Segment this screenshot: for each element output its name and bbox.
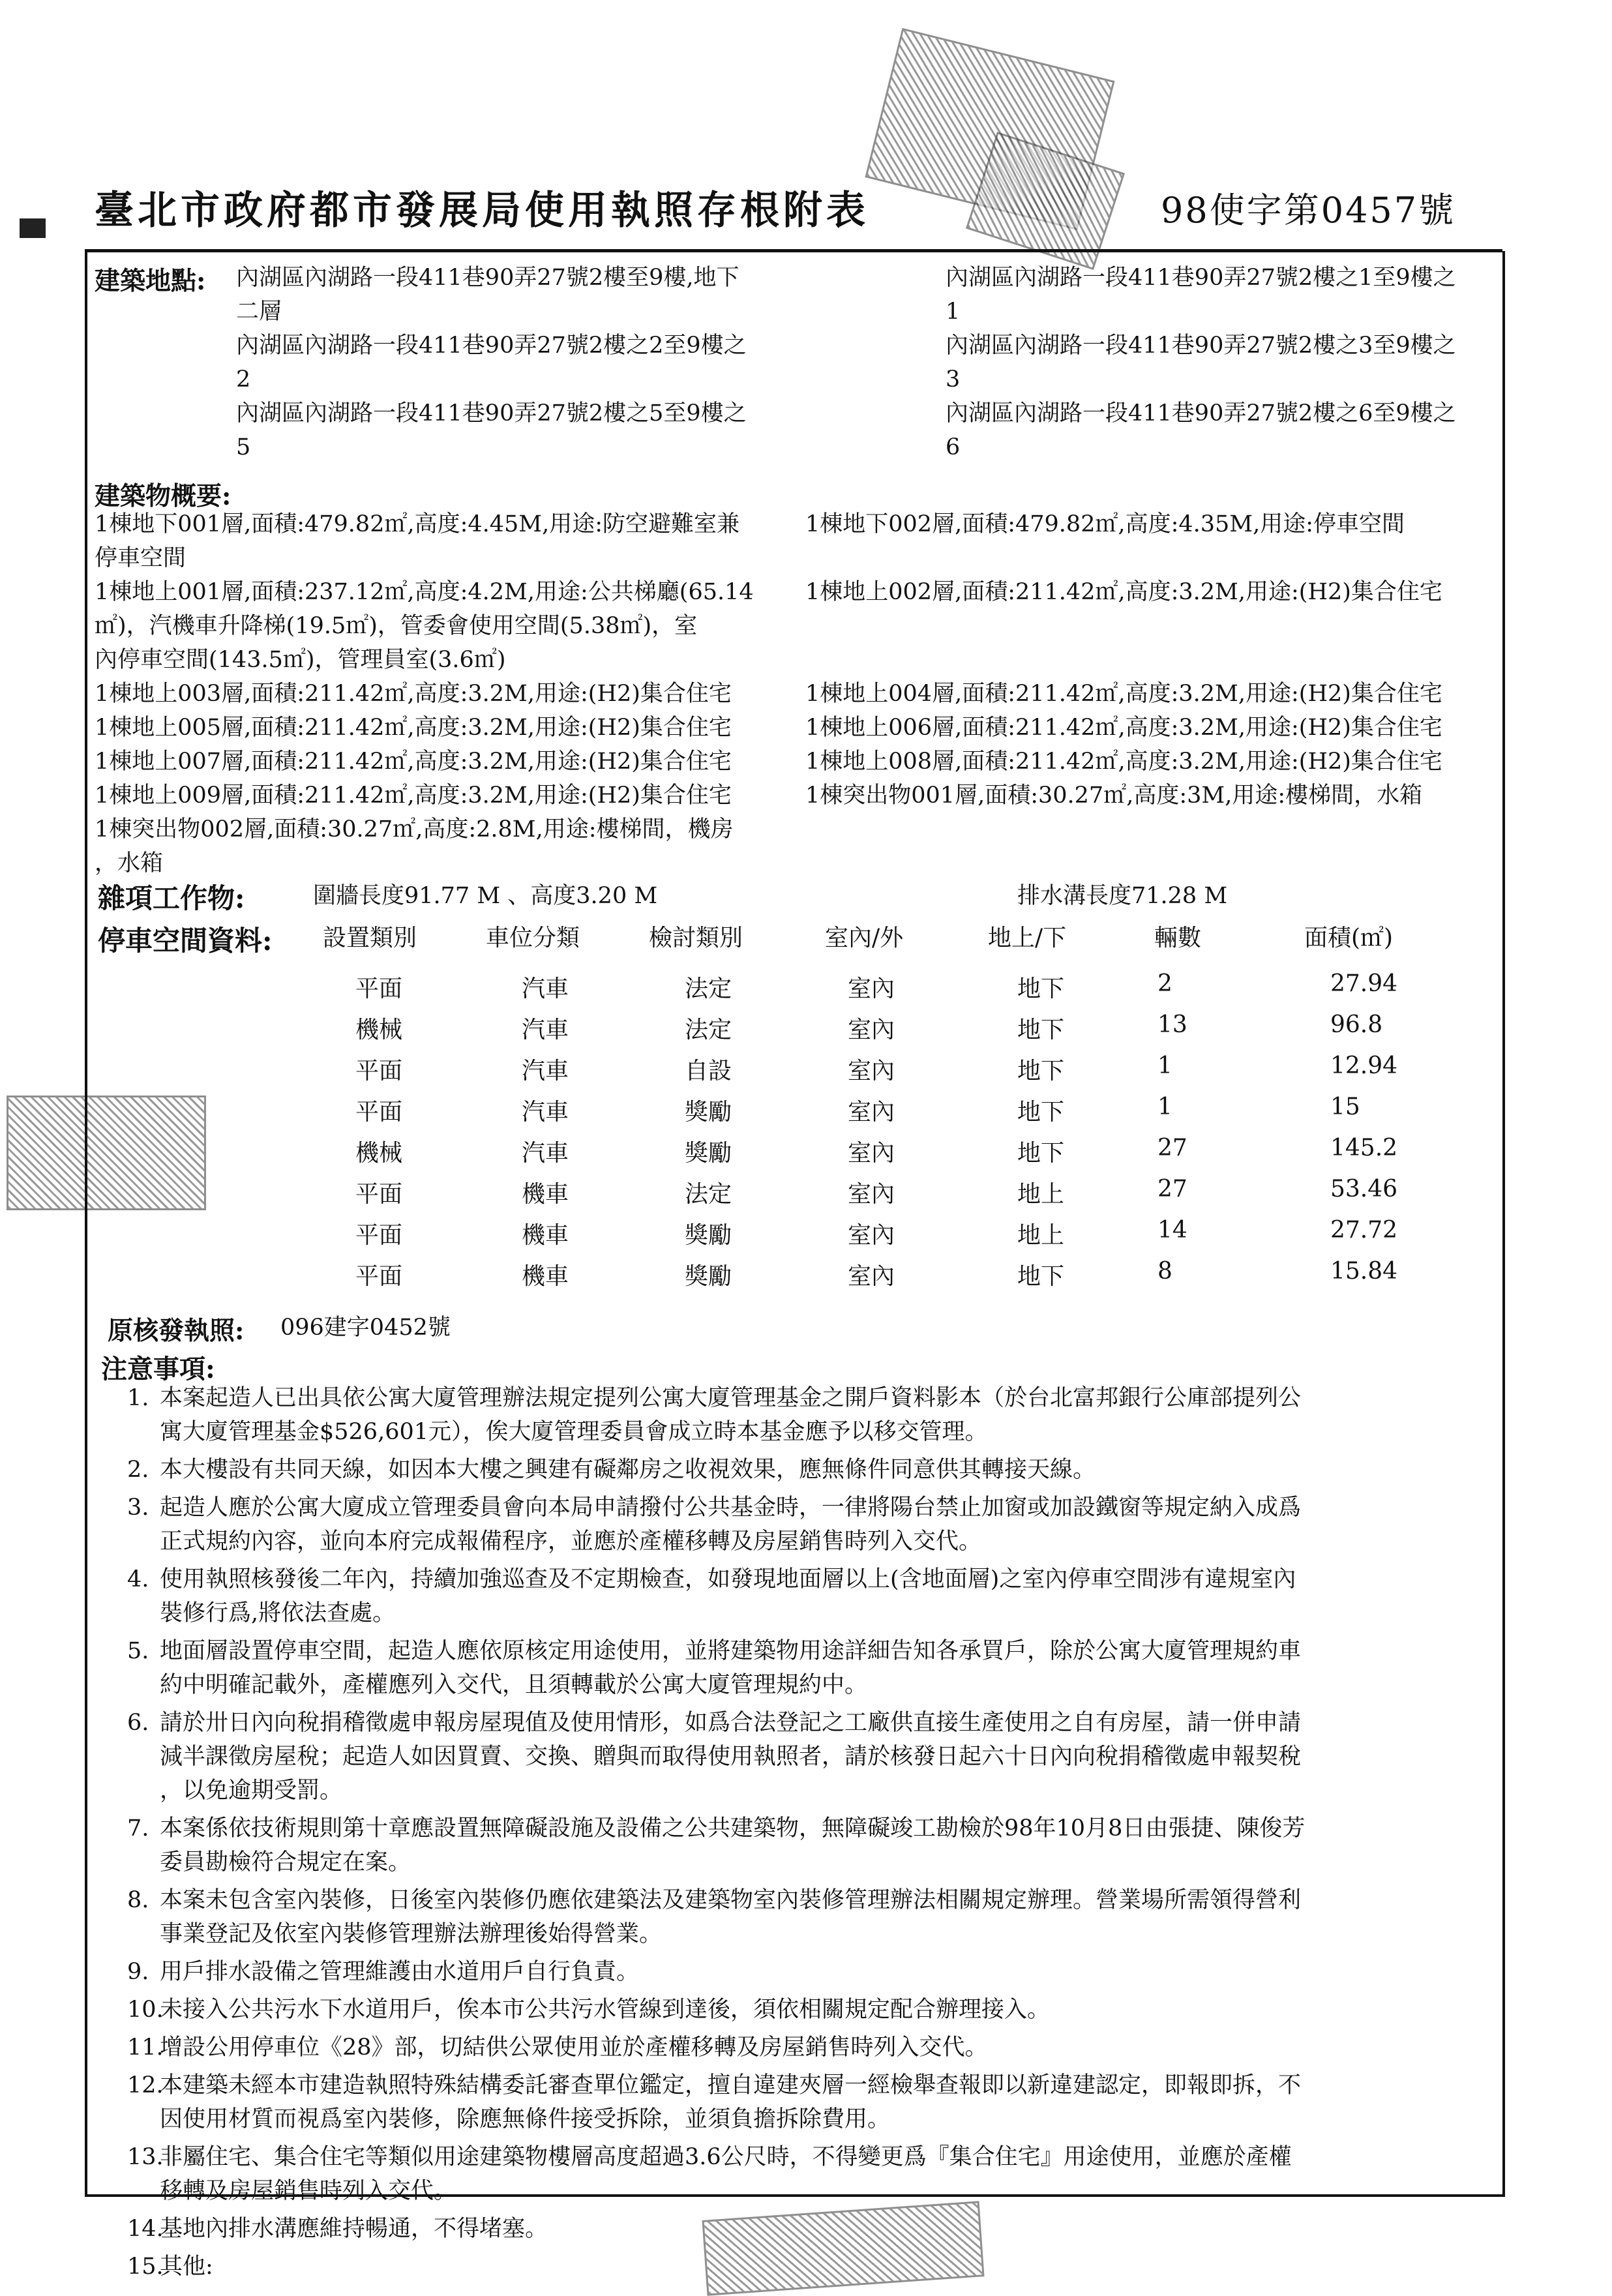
- parking-cell: 汽車: [522, 1140, 569, 1167]
- parking-header-cell: 車位分類: [486, 925, 580, 951]
- note-item: [127, 2212, 1497, 2246]
- note-line: 請於卅日內向稅捐稽徵處申報房屋現值及使用情形，如爲合法登記之工廠供直接生產使用之自有房屋，請一併申請: [160, 1710, 1302, 1736]
- site-line: 內湖區內湖路一段411巷90弄27號2樓至9樓,地下: [236, 265, 739, 291]
- note-line: 本案係依技術規則第十章應設置無障礙設施及設備之公共建築物，無障礙竣工勘檢於98年10月8日由張捷、陳俊芳: [160, 1815, 1306, 1841]
- misc-label: 雜項工作物:: [98, 882, 245, 914]
- overview-row: 1棟地上005層,面積:211.42㎡,高度:3.2M,用途:(H2)集合住宅 1棟地上006層,面積:211.42㎡,高度:3.2M,用途:(H2)集合住宅: [95, 715, 1442, 741]
- note-item: [127, 1993, 1497, 2027]
- site-right-addresses: [946, 261, 1493, 464]
- note-text: [160, 2250, 1490, 2284]
- misc-wall: 圍牆長度91.77 M 、高度3.20 M: [313, 883, 658, 909]
- parking-cell: 平面: [355, 1099, 403, 1126]
- note-text: [160, 2031, 1490, 2065]
- parking-cell: 地下: [1017, 1263, 1065, 1290]
- document-title: 臺北市政府都市發展局使用執照存根附表: [95, 188, 869, 233]
- parking-cell: 平面: [355, 1181, 403, 1208]
- parking-cell: 1: [1157, 1094, 1172, 1120]
- note-text: [160, 1491, 1490, 1558]
- parking-cell: 53.46: [1330, 1176, 1398, 1202]
- original-permit-label: 原核發執照:: [108, 1316, 245, 1346]
- overview-label: 建築物概要:: [95, 481, 231, 511]
- note-item: [127, 2140, 1497, 2208]
- note-item: [127, 1562, 1497, 1630]
- site-line: 2: [236, 366, 251, 393]
- overview-row: 1棟地上009層,面積:211.42㎡,高度:3.2M,用途:(H2)集合住宅 1棟突出物001層,面積:30.27㎡,高度:3M,用途:樓梯間，水箱: [95, 783, 1423, 809]
- note-text: [160, 1562, 1490, 1630]
- parking-header-cell: 室內/外: [825, 925, 904, 951]
- parking-cell: 27: [1157, 1176, 1187, 1202]
- note-item: [127, 2250, 1497, 2284]
- note-text: [160, 2212, 1490, 2246]
- note-number: 2.: [127, 1457, 149, 1483]
- parking-cell: 獎勵: [685, 1263, 732, 1290]
- site-label: 建築地點:: [95, 266, 206, 296]
- parking-cell: 15: [1330, 1094, 1360, 1120]
- note-line: 本案起造人已出具依公寓大廈管理辦法規定提列公寓大廈管理基金之開戶資料影本（於台北富邦銀行公庫部提列公: [160, 1385, 1302, 1411]
- note-line: 增設公用停車位《28》部，切結供公眾使用並於產權移轉及房屋銷售時列入交代。: [160, 2035, 988, 2061]
- overview-row: 1棟地上001層,面積:237.12㎡,高度:4.2M,用途:公共梯廳(65.14 ㎡)，汽機車升降梯(19.5㎡)，管委會使用空間(5.38㎡)，室 內停車空間(143.5㎡)，管理員室(3.6㎡) 1棟地上002層,面積:211.42㎡,高度:3.2M,用途:(H2)集合住宅: [95, 579, 1442, 673]
- parking-cell: 平面: [355, 1222, 403, 1249]
- note-text: [160, 2140, 1490, 2208]
- note-number: 13.: [127, 2144, 164, 2170]
- site-line: 5: [236, 434, 251, 460]
- parking-cell: 機車: [522, 1181, 569, 1208]
- note-number: 9.: [127, 1959, 149, 1985]
- site-line: 內湖區內湖路一段411巷90弄27號2樓之1至9樓之: [946, 265, 1456, 291]
- site-line: 內湖區內湖路一段411巷90弄27號2樓之5至9樓之: [236, 400, 747, 426]
- note-line: 委員勘檢符合規定在案。: [160, 1849, 411, 1875]
- permit-number: 98使字第0457號: [1161, 190, 1456, 231]
- note-number: 5.: [127, 1638, 149, 1664]
- note-item: [127, 1706, 1497, 1808]
- note-number: 1.: [127, 1385, 149, 1411]
- site-line: 內湖區內湖路一段411巷90弄27號2樓之2至9樓之: [236, 333, 747, 359]
- parking-cell: 平面: [355, 1263, 403, 1290]
- parking-cell: 室內: [848, 1181, 895, 1208]
- parking-header-cell: 地上/下: [988, 925, 1067, 951]
- site-line: 內湖區內湖路一段411巷90弄27號2樓之6至9樓之: [946, 400, 1456, 426]
- original-permit-value: 096建字0452號: [280, 1315, 451, 1341]
- note-line: 本大樓設有共同天線，如因本大樓之興建有礙鄰房之收視效果，應無條件同意供其轉接天線。: [160, 1457, 1096, 1483]
- note-item: [127, 1453, 1497, 1487]
- note-item: [127, 1491, 1497, 1558]
- overview-row: 1棟突出物002層,面積:30.27㎡,高度:2.8M,用途:樓梯間，機房 ，水箱: [95, 816, 734, 876]
- parking-cell: 機車: [522, 1222, 569, 1249]
- note-text: [160, 1706, 1490, 1808]
- note-number: 12.: [127, 2072, 164, 2098]
- overview-row: 1棟地上007層,面積:211.42㎡,高度:3.2M,用途:(H2)集合住宅 1棟地上008層,面積:211.42㎡,高度:3.2M,用途:(H2)集合住宅: [95, 749, 1442, 775]
- site-line: 二層: [236, 299, 282, 325]
- parking-cell: 汽車: [522, 1058, 569, 1084]
- note-number: 8.: [127, 1887, 149, 1913]
- parking-cell: 27: [1157, 1135, 1187, 1161]
- notes-label: 注意事項:: [101, 1354, 215, 1384]
- parking-cell: 汽車: [522, 1017, 569, 1043]
- note-line: ，以免逾期受罰。: [160, 1778, 343, 1804]
- note-line: 未接入公共污水下水道用戶，俟本市公共污水管線到達後，須依相關規定配合辦理接入。: [160, 1997, 1051, 2023]
- parking-cell: 機車: [522, 1263, 569, 1290]
- parking-header-cell: 面積(㎡): [1304, 925, 1394, 951]
- parking-label: 停車空間資料:: [98, 925, 273, 957]
- note-text: [160, 1453, 1490, 1487]
- note-text: [160, 1955, 1490, 1989]
- note-text: [160, 1993, 1490, 2027]
- parking-cell: 機械: [355, 1140, 403, 1167]
- note-line: 地面層設置停車空間，起造人應依原核定用途使用，並將建築物用途詳細告知各承買戶，除於公寓大廈管理規約車: [160, 1638, 1302, 1664]
- site-left-addresses: [236, 261, 823, 464]
- parking-cell: 地上: [1017, 1181, 1065, 1208]
- parking-cell: 平面: [355, 1058, 403, 1084]
- parking-cell: 地下: [1017, 1099, 1065, 1126]
- note-line: 基地內排水溝應維持暢通，不得堵塞。: [160, 2216, 548, 2242]
- parking-cell: 地下: [1017, 1140, 1065, 1167]
- parking-cell: 室內: [848, 1058, 895, 1084]
- parking-cell: 室內: [848, 1263, 895, 1290]
- parking-cell: 平面: [355, 976, 403, 1002]
- parking-cell: 法定: [685, 1017, 732, 1043]
- parking-cell: 法定: [685, 1181, 732, 1208]
- parking-cell: 96.8: [1330, 1011, 1383, 1038]
- parking-cell: 汽車: [522, 976, 569, 1002]
- note-text: [160, 1883, 1490, 1951]
- site-line: 1: [946, 299, 961, 325]
- site-line: 3: [946, 366, 961, 393]
- parking-cell: 2: [1157, 970, 1172, 997]
- note-item: [127, 1955, 1497, 1989]
- note-number: 6.: [127, 1710, 149, 1736]
- note-line: 本案未包含室內裝修，日後室內裝修仍應依建築法及建築物室內裝修管理辦法相關規定辦理。營業場所需領得營利: [160, 1887, 1302, 1913]
- note-item: [127, 2031, 1497, 2065]
- note-number: 14.: [127, 2216, 164, 2242]
- parking-cell: 地下: [1017, 1058, 1065, 1084]
- parking-cell: 自設: [685, 1058, 732, 1084]
- parking-cell: 法定: [685, 976, 732, 1002]
- note-text: [160, 1634, 1490, 1702]
- note-text: [160, 1811, 1490, 1879]
- note-item: [127, 1381, 1497, 1449]
- parking-cell: 27.72: [1330, 1217, 1398, 1244]
- parking-cell: 獎勵: [685, 1222, 732, 1249]
- parking-cell: 室內: [848, 1140, 895, 1167]
- note-text: [160, 2068, 1490, 2136]
- parking-cell: 12.94: [1330, 1052, 1398, 1079]
- parking-cell: 室內: [848, 1099, 895, 1126]
- note-text: [160, 1381, 1490, 1449]
- parking-cell: 15.84: [1330, 1258, 1398, 1285]
- note-line: 寓大廈管理基金$526,601元），俟大廈管理委員會成立時本基金應予以移交管理。: [160, 1419, 988, 1445]
- parking-cell: 機械: [355, 1017, 403, 1043]
- note-line: 使用執照核發後二年內，持續加強巡查及不定期檢查，如發現地面層以上(含地面層)之室內停車空間涉有違規室內: [160, 1566, 1296, 1592]
- note-line: 本建築未經本市建造執照特殊結構委託審查單位鑑定，擅自違建夾層一經檢舉查報即以新違建認定，即報即拆，不: [160, 2072, 1302, 2098]
- parking-cell: 地下: [1017, 976, 1065, 1002]
- parking-header-cell: 設置類別: [323, 925, 417, 951]
- parking-cell: 室內: [848, 1017, 895, 1043]
- note-number: 4.: [127, 1566, 149, 1592]
- note-line: 事業登記及依室內裝修管理辦法辦理後始得營業。: [160, 1921, 663, 1947]
- note-item: [127, 1883, 1497, 1951]
- note-number: 15.: [127, 2254, 164, 2280]
- site-line: 6: [946, 434, 961, 460]
- note-item: [127, 1634, 1497, 1702]
- note-number: 10.: [127, 1997, 164, 2023]
- parking-cell: 汽車: [522, 1099, 569, 1126]
- misc-drain: 排水溝長度71.28 M: [1017, 883, 1228, 909]
- note-line: 用戶排水設備之管理維護由水道用戶自行負責。: [160, 1959, 640, 1985]
- overview-row: 1棟地上003層,面積:211.42㎡,高度:3.2M,用途:(H2)集合住宅 1棟地上004層,面積:211.42㎡,高度:3.2M,用途:(H2)集合住宅: [95, 681, 1442, 707]
- note-number: 11.: [127, 2035, 164, 2061]
- note-item: [127, 2068, 1497, 2136]
- note-line: 非屬住宅、集合住宅等類似用途建築物樓層高度超過3.6公尺時，不得變更爲『集合住宅』用途使用，並應於產權: [160, 2144, 1292, 2170]
- parking-header-cell: 檢討類別: [649, 925, 743, 951]
- note-line: 移轉及房屋銷售時列入交代。: [160, 2178, 457, 2204]
- note-line: 約中明確記載外，產權應列入交代，且須轉載於公寓大廈管理規約中。: [160, 1672, 868, 1698]
- parking-cell: 1: [1157, 1052, 1172, 1079]
- parking-cell: 地下: [1017, 1017, 1065, 1043]
- parking-cell: 獎勵: [685, 1140, 732, 1167]
- note-line: 減半課徵房屋稅；起造人如因買賣、交換、贈與而取得使用執照者，請於核發日起六十日內向稅捐稽徵處申報契稅: [160, 1744, 1302, 1770]
- site-line: 內湖區內湖路一段411巷90弄27號2樓之3至9樓之: [946, 333, 1456, 359]
- parking-cell: 27.94: [1330, 970, 1398, 997]
- note-line: 正式規約內容，並向本府完成報備程序，並應於產權移轉及房屋銷售時列入交代。: [160, 1528, 982, 1555]
- note-number: 7.: [127, 1815, 149, 1841]
- parking-header-cell: 輛數: [1154, 925, 1202, 951]
- parking-cell: 地上: [1017, 1222, 1065, 1249]
- overview-block: [95, 507, 1497, 880]
- note-line: 因使用材質而視爲室內裝修，除應無條件接受拆除，並須負擔拆除費用。: [160, 2106, 891, 2132]
- parking-cell: 室內: [848, 1222, 895, 1249]
- parking-cell: 145.2: [1330, 1135, 1398, 1161]
- parking-cell: 獎勵: [685, 1099, 732, 1126]
- parking-cell: 13: [1157, 1011, 1187, 1038]
- note-line: 起造人應於公寓大廈成立管理委員會向本局申請撥付公共基金時，一律將陽台禁止加窗或加設鐵窗等規定納入成爲: [160, 1495, 1302, 1521]
- parking-cell: 8: [1157, 1258, 1172, 1285]
- note-item: [127, 1811, 1497, 1879]
- parking-cell: 14: [1157, 1217, 1187, 1244]
- note-number: 3.: [127, 1495, 149, 1521]
- overview-row: 1棟地下001層,面積:479.82㎡,高度:4.45M,用途:防空避難室兼 停車空間 1棟地下002層,面積:479.82㎡,高度:4.35M,用途:停車空間: [95, 511, 1405, 571]
- margin-mark: [20, 218, 46, 238]
- note-line: 裝修行爲,將依法查處。: [160, 1600, 396, 1626]
- note-line: 其他:: [160, 2254, 213, 2280]
- parking-cell: 室內: [848, 976, 895, 1002]
